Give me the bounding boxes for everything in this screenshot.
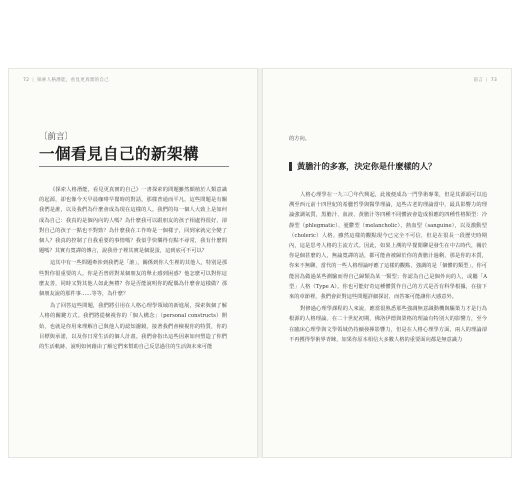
right-running-head: [473, 77, 497, 83]
paragraph: 人格心理學在一九三〇年代興起，此後便成為一門學術專業，但是其源頭可以追溯至西元前十四世紀的希臘哲學與醫學理論，這些古老的理論當中，最具影響力的理論強調氣質，黑膽汁、血液、黃膽汁等四種不同體液會造成相應的四種性格類型：冷靜型（phlegmatic）、憂鬱型（melancholic）、熱血型（sanguine），以及激動型（choleric）人格。雖然這樣的觀點現今已完全不可信，但是在很長一段歷史時期內，這是思考人格的主流方式。因此，如果上溯的早餐閒聊是發生在中古時代，關於你是個甚麼的人，無論寬譯的話，都可能會被歸於你的黃膽汁過剩，那是你的本質，你來不無聊，當代的一些人格理論呼應了這樣的觀點，強調的是「個體的類型」，你可能因為做過某些測驗而得自己歸類為某一類型；你認為自己是個外向的人，或屬「A型」人格（Type A）。你也可能好奇這種體質作自己的方式是否有科學根據，在接下來的章節裡，我們會針對這些問題詳細探討，而答案可能讓你大感意外。: [289, 192, 487, 301]
preface-tag: 〔前言〕: [39, 132, 74, 142]
section-heading-text: 黃膽汁的多寡，決定你是什麼樣的人？: [297, 161, 437, 171]
left-folio: 72: [23, 78, 30, 83]
paragraph: 對修過心理學課程的人來說，應當很熟悉那些強調無意識動機與驅策力才是行為根源的人格理論。在二十世紀初期，佛洛伊德與榮格的理論有特別大的影響力，至今在臨床心理學與文學領域仍持續發揮影響力，但是在人格心理學方面，兩人的理論卻不再獲得學術界青睞，如果你原本相信大多數人格的重要面向都是無意識力: [289, 306, 487, 343]
chapter-title: 一個看見自己的新架構: [39, 144, 200, 163]
left-running-head: [23, 77, 109, 83]
right-page: [262, 68, 512, 458]
left-running-title: 探索人格潛能，看見更真實的自己: [37, 78, 109, 83]
left-body-text: [39, 185, 227, 354]
running-head-separator: |: [32, 78, 34, 83]
paragraph: 這其中有一些問題牽涉到我們是「誰」，關係到你人生裡的其他人，特別是那些對你很重要的人。你是否曾經對某個朋友的舉止感到困惑？他怎麼可以對你這麼友善，同時又對其他人如此無禮？你是否能說明你的配偶為什麼會這樣做？那個朋友說的那件事……等等，為什麼？: [39, 260, 227, 298]
section-heading: [289, 161, 436, 172]
paragraph: 《探索人格潛能，看見更真實的自己》一書探索的問題雖然頗植於人類意識的起源，卻也像今天早晨咖啡早餐時的對話，那樣普通而平凡。這些問題是有關我們是誰，以及我們為什麼會成為現在這樣的人。我們的每一個人大致上是如何成為自己：我真的是個內向的人嗎？為什麼我可以跟朋友的孩子相處得很好，卻對自己的孩子一點也不對勁？為什麼我在工作時是一個樣子，回到家就完全變了個人？我真的控制了自我重要的事情嗎？我似乎快樂得有點不尋常，我有什麼問題嗎？其實有寬譯的傳言，說我骨子裡其實是個混蛋，這到底可不可以？: [39, 187, 227, 255]
paragraph: 為了回答這些問題，我們將引用在人格心理學領域的新進展，探索與個了解人格的關鍵方式。我們將從檢視你的「個人構念」（personal constructs）開始，也就是你用來理解自己與他人的認知濾鏡。接著我們會檢視你的特質，你的目標與承諾，以及你日常生活的個人計畫。我們會指出這些因素如何塑造了你們的生活軌跡，說明如何藉由了解它們來幫助自己反思過往的生活與未來可能: [39, 303, 227, 351]
continuation-text: 的方向。: [289, 136, 310, 142]
right-body-text: [289, 190, 487, 347]
left-page: [8, 68, 258, 458]
running-head-separator: |: [486, 78, 488, 83]
title-rule: [39, 166, 229, 167]
right-running-title: 前言: [473, 78, 483, 83]
heading-bar-icon: [289, 162, 292, 171]
right-folio: 73: [490, 78, 497, 83]
